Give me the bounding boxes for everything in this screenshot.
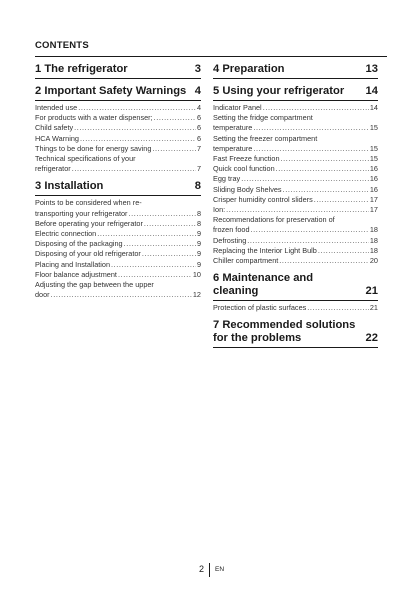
entry-title: Ion: <box>213 205 226 215</box>
entry-title: Replacing the Interior Light Bulb <box>213 245 317 255</box>
section-heading[interactable] <box>35 180 201 196</box>
toc-entry[interactable] <box>213 113 378 133</box>
entry-title-line: refrigerator <box>35 164 71 174</box>
dot-leader <box>78 103 196 113</box>
dot-leader <box>154 113 196 123</box>
toc-entry[interactable] <box>35 280 201 300</box>
entry-title-line: temperature <box>213 123 253 133</box>
entry-title: Protection of plastic surfaces <box>213 303 307 313</box>
toc-section <box>35 180 201 300</box>
section-title: 3 Installation <box>35 180 104 193</box>
section-page-number: 4 <box>194 85 201 97</box>
toc-entry[interactable] <box>35 260 201 270</box>
section-heading[interactable] <box>35 63 201 79</box>
entry-title: Disposing of your old refrigerator <box>35 249 141 259</box>
entry-title: Crisper humidity control sliders <box>213 194 313 204</box>
dot-leader <box>128 209 195 219</box>
entry-title-line: frozen food <box>213 225 250 235</box>
entry-last-line <box>213 123 378 133</box>
dot-leader <box>97 229 196 239</box>
entry-title: Child safety <box>35 123 74 133</box>
toc-section <box>213 272 378 313</box>
entry-page-number: 7 <box>196 143 201 153</box>
entry-page-number: 18 <box>369 225 378 235</box>
entry-page-number: 18 <box>369 245 378 255</box>
entry-page-number: 16 <box>369 174 378 184</box>
toc-section <box>35 85 201 174</box>
entry-page-number: 6 <box>196 123 201 133</box>
toc-entry[interactable] <box>213 303 378 313</box>
entry-page-number: 17 <box>369 205 378 215</box>
toc-entry[interactable] <box>35 239 201 249</box>
dot-leader <box>80 134 196 144</box>
entry-page-number: 9 <box>196 229 201 239</box>
toc-section <box>213 319 378 348</box>
dot-leader <box>307 303 369 313</box>
dot-leader <box>152 144 196 154</box>
toc-section <box>213 85 378 266</box>
entry-page-number: 9 <box>196 249 201 259</box>
entry-title: Disposing of the packaging <box>35 239 123 249</box>
entry-page-number: 20 <box>369 256 378 266</box>
section-title: 6 Maintenance and cleaning <box>213 272 314 298</box>
dot-leader <box>263 103 369 113</box>
entry-page-number: 15 <box>369 123 378 133</box>
dot-leader <box>318 246 369 256</box>
toc-entry[interactable] <box>213 103 378 113</box>
dot-leader <box>276 164 369 174</box>
entry-page-number: 6 <box>196 113 201 123</box>
section-heading[interactable] <box>35 85 201 101</box>
entry-page-number: 7 <box>196 164 201 174</box>
toc-entry[interactable] <box>35 144 201 154</box>
toc-entry[interactable] <box>35 219 201 229</box>
entry-page-number: 10 <box>192 269 201 279</box>
section-title: 2 Important Safety Warnings <box>35 85 187 97</box>
entry-title-line: temperature <box>213 143 253 153</box>
entry-title: Quick cool function <box>213 164 275 174</box>
dot-leader <box>124 239 196 249</box>
entry-title: Electric connection <box>35 229 97 239</box>
section-heading[interactable] <box>213 272 378 301</box>
entry-title: Fast Freeze function <box>213 154 280 164</box>
section-page-number: 3 <box>194 63 201 75</box>
entry-title-line: door <box>35 290 50 300</box>
section-heading[interactable] <box>213 85 378 101</box>
toc-entry[interactable] <box>35 113 201 123</box>
entry-title: Intended use <box>35 103 78 112</box>
dot-leader <box>118 270 192 280</box>
header-rule <box>35 56 387 57</box>
language-code: EN <box>215 566 225 573</box>
section-page-number: 21 <box>365 285 378 298</box>
dot-leader <box>51 290 192 300</box>
footer-divider <box>209 563 210 577</box>
dot-leader <box>144 219 196 229</box>
section-heading[interactable] <box>213 63 378 79</box>
page-number: 2 <box>198 564 204 574</box>
entry-page-number: 9 <box>196 259 201 269</box>
toc-entry[interactable] <box>213 215 378 235</box>
entry-title: Chiller compartment <box>213 256 279 266</box>
dot-leader <box>72 164 196 174</box>
dot-leader <box>281 154 369 164</box>
entry-title: Floor balance adjustment <box>35 269 117 279</box>
entry-page-number: 8 <box>196 218 201 228</box>
section-page-number: 13 <box>365 63 378 75</box>
entry-page-number: 9 <box>196 239 201 249</box>
toc-entry[interactable] <box>213 174 378 184</box>
entry-title-line: Adjusting the gap between the upper <box>35 280 154 290</box>
toc-entry[interactable] <box>35 103 201 113</box>
toc-entry[interactable] <box>213 185 378 195</box>
entry-page-number: 12 <box>192 290 201 300</box>
entry-page-number: 6 <box>196 133 201 143</box>
entry-title: Sliding Body Shelves <box>213 184 282 194</box>
entry-page-number: 18 <box>369 235 378 245</box>
toc-entry[interactable] <box>213 256 378 266</box>
entry-title: Before operating your refrigerator <box>35 218 143 228</box>
section-title: 5 Using your refrigerator <box>213 85 345 97</box>
section-page-number: 22 <box>365 332 378 345</box>
entry-title: Egg tray <box>213 174 241 184</box>
entry-last-line <box>35 209 201 219</box>
section-title: 1 The refrigerator <box>35 63 128 75</box>
toc-section <box>35 63 201 79</box>
toc-entry[interactable] <box>213 195 378 205</box>
dot-leader <box>247 236 369 246</box>
dot-leader <box>253 123 369 133</box>
entry-page-number: 17 <box>369 194 378 204</box>
dot-leader <box>279 256 369 266</box>
dot-leader <box>241 174 369 184</box>
entry-title: Indicator Panel <box>213 103 262 112</box>
dot-leader <box>283 185 369 195</box>
entry-title-line: transporting your refrigerator <box>35 208 128 218</box>
dot-leader <box>251 225 369 235</box>
entry-title: Defrosting <box>213 235 247 245</box>
dot-leader <box>111 260 196 270</box>
toc-right-column <box>213 63 378 354</box>
toc-entry[interactable] <box>213 236 378 246</box>
dot-leader <box>314 195 369 205</box>
entry-page-number: 21 <box>369 303 378 313</box>
toc-entry[interactable] <box>35 249 201 259</box>
section-page-number: 8 <box>194 180 201 193</box>
entry-page-number: 8 <box>196 208 201 218</box>
page-title: CONTENTS <box>35 40 89 51</box>
entry-title-line: Recommendations for preservation of <box>213 215 335 225</box>
entry-last-line <box>35 164 201 174</box>
toc-section <box>213 63 378 79</box>
dot-leader <box>253 144 369 154</box>
toc-entry[interactable] <box>35 154 201 174</box>
toc-entry[interactable] <box>35 134 201 144</box>
entry-page-number: 14 <box>369 103 378 112</box>
entry-last-line <box>213 225 378 235</box>
section-title: 4 Preparation <box>213 63 285 75</box>
entry-title: HCA Warning <box>35 133 79 143</box>
toc-entry[interactable] <box>213 154 378 164</box>
toc-entry[interactable] <box>213 205 378 215</box>
entry-title: For products with a water dispenser; <box>35 113 153 123</box>
toc-entry[interactable] <box>35 198 201 218</box>
entry-title-line: Setting the fridge compartment <box>213 113 313 123</box>
toc-entry[interactable] <box>35 229 201 239</box>
section-title: 7 Recommended solutions for the problems <box>213 319 356 345</box>
entry-last-line <box>35 290 201 300</box>
entry-title-line: Technical specifications of your <box>35 154 136 164</box>
entry-title-line: Setting the freezer compartment <box>213 133 318 143</box>
entry-title: Things to be done for energy saving <box>35 143 152 153</box>
toc-entry[interactable] <box>213 246 378 256</box>
entry-last-line <box>213 144 378 154</box>
page-footer <box>0 563 420 577</box>
toc-entry[interactable] <box>35 123 201 133</box>
entry-page-number: 15 <box>369 143 378 153</box>
dot-leader <box>226 205 369 215</box>
entry-title-line: Points to be considered when re- <box>35 198 142 208</box>
entry-title: Placing and Installation <box>35 259 111 269</box>
entry-page-number: 16 <box>369 184 378 194</box>
entry-page-number: 4 <box>196 103 201 112</box>
toc-left-column <box>35 63 201 306</box>
toc-entry[interactable] <box>213 134 378 154</box>
dot-leader <box>74 123 196 133</box>
section-page-number: 14 <box>365 85 378 97</box>
entry-page-number: 16 <box>369 164 378 174</box>
entry-page-number: 15 <box>369 154 378 164</box>
toc-entry[interactable] <box>213 164 378 174</box>
section-heading[interactable] <box>213 319 378 348</box>
toc-entry[interactable] <box>35 270 201 280</box>
dot-leader <box>142 249 196 259</box>
